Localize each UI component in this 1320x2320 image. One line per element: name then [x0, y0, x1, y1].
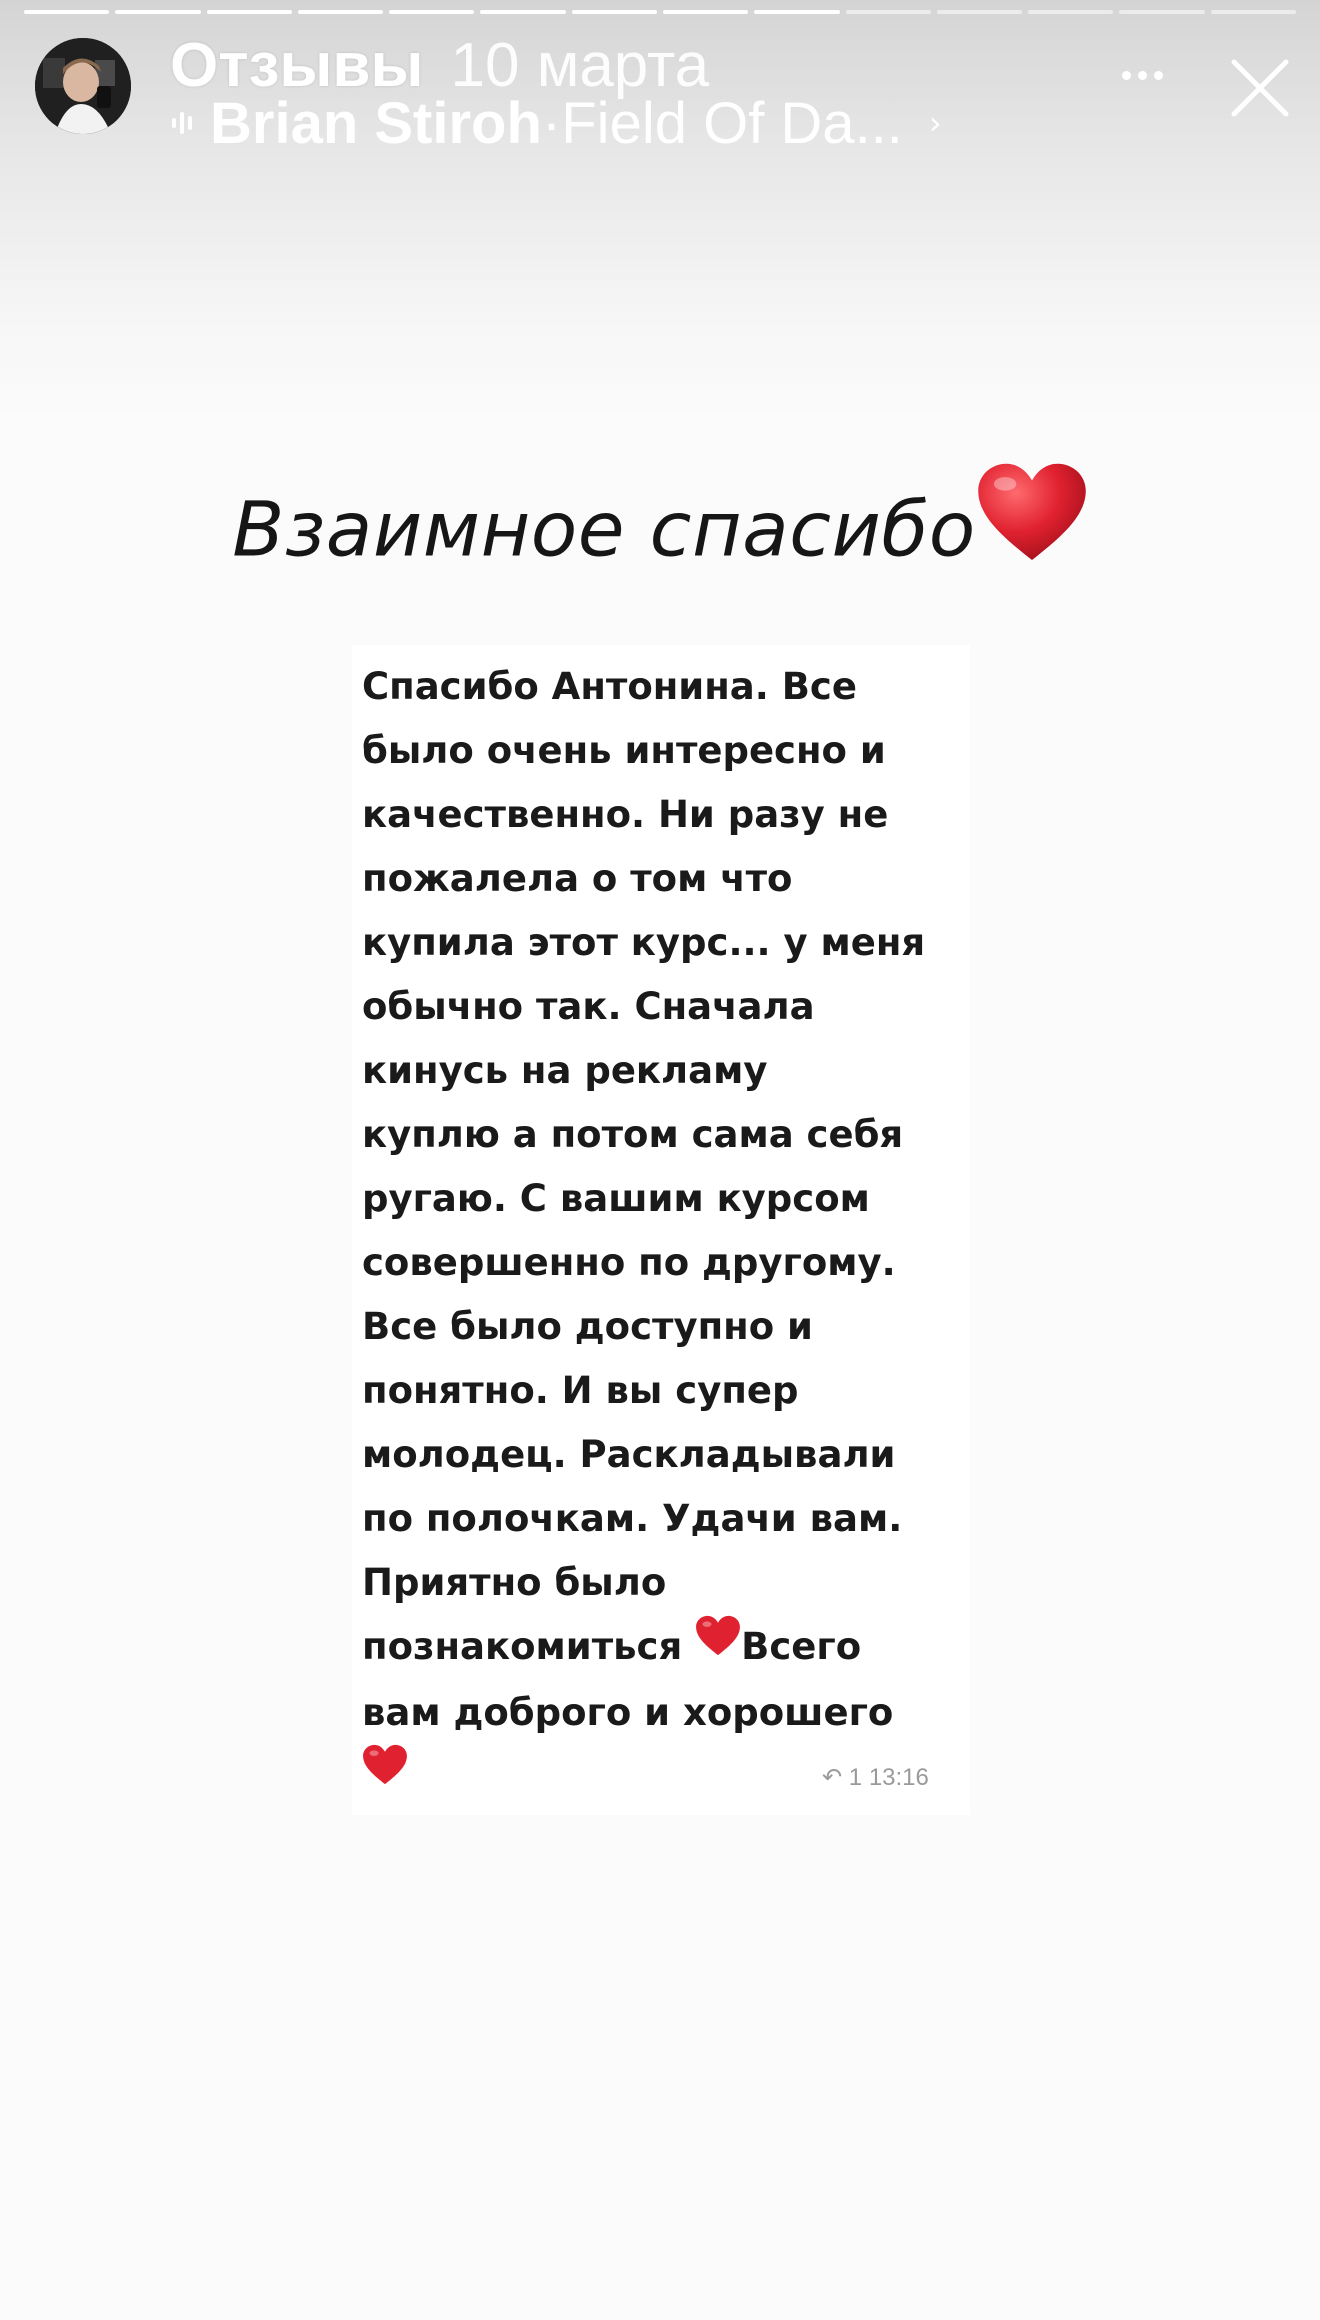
message-line: было очень интересно и [362, 729, 886, 772]
music-attribution[interactable] [172, 88, 942, 158]
account-name[interactable]: Отзывы [170, 31, 424, 100]
music-artist: Brian Stiroh [210, 90, 542, 156]
story-progress-bar [24, 10, 1296, 14]
message-screenshot [352, 645, 970, 1815]
progress-segment [754, 10, 839, 14]
progress-segment [207, 10, 292, 14]
message-line: понятно. И вы супер [362, 1369, 799, 1412]
message-line: куплю а потом сама себя [362, 1113, 904, 1156]
message-line: совершенно по другому. [362, 1241, 896, 1284]
red-heart-icon [695, 1613, 741, 1677]
avatar[interactable] [35, 38, 131, 134]
progress-segment [389, 10, 474, 14]
headline [0, 475, 1320, 583]
music-track: Field Of Da... [561, 90, 903, 156]
message-meta [822, 1763, 929, 1792]
message-line: качественно. Ни разу не [362, 793, 889, 836]
more-dot [1154, 71, 1163, 80]
message-fragment: познакомиться [362, 1625, 683, 1668]
reply-arrow-icon: ↶ [822, 1764, 843, 1791]
progress-segment [1028, 10, 1113, 14]
message-line: купила этот курс... у меня [362, 921, 926, 964]
close-button[interactable] [1228, 56, 1292, 120]
message-line: Приятно было [362, 1561, 667, 1604]
message-line: обычно так. Сначала [362, 985, 815, 1028]
progress-segment [1211, 10, 1296, 14]
message-line: пожалела о том что [362, 857, 793, 900]
progress-segment [663, 10, 748, 14]
headline-text: Взаимное спасибо [232, 484, 976, 574]
message-line: по полочкам. Удачи вам. [362, 1497, 903, 1540]
red-heart-icon [362, 1742, 408, 1806]
music-separator: · [541, 90, 562, 156]
progress-segment [846, 10, 931, 14]
progress-segment [115, 10, 200, 14]
avatar-image [35, 38, 131, 134]
message-line: ругаю. С вашим курсом [362, 1177, 870, 1220]
progress-segment [480, 10, 565, 14]
red-heart-icon [976, 461, 1088, 569]
message-line: Спасибо Антонина. Все [362, 665, 857, 708]
post-time: 10 марта [450, 31, 710, 100]
progress-segment [24, 10, 109, 14]
message-line: Все было доступно и [362, 1305, 813, 1348]
reply-count: 1 [848, 1764, 863, 1791]
chevron-right-icon: › [928, 104, 942, 142]
more-dots-icon [1122, 71, 1131, 80]
progress-segment [1119, 10, 1204, 14]
message-fragment: Всего [741, 1625, 862, 1668]
story-header [0, 30, 1320, 156]
message-body [362, 655, 962, 1810]
more-dot [1138, 71, 1147, 80]
message-time: 13:16 [868, 1764, 929, 1791]
more-options-button[interactable] [1112, 60, 1172, 90]
close-icon [1228, 56, 1292, 120]
message-line: вам доброго и хорошего [362, 1690, 894, 1734]
music-bars-icon [172, 112, 192, 134]
progress-segment [298, 10, 383, 14]
progress-segment [937, 10, 1022, 14]
message-line-with-heart [362, 1615, 962, 1681]
progress-segment [572, 10, 657, 14]
message-line: кинусь на рекламу [362, 1049, 768, 1092]
message-line: молодец. Раскладывали [362, 1433, 896, 1476]
